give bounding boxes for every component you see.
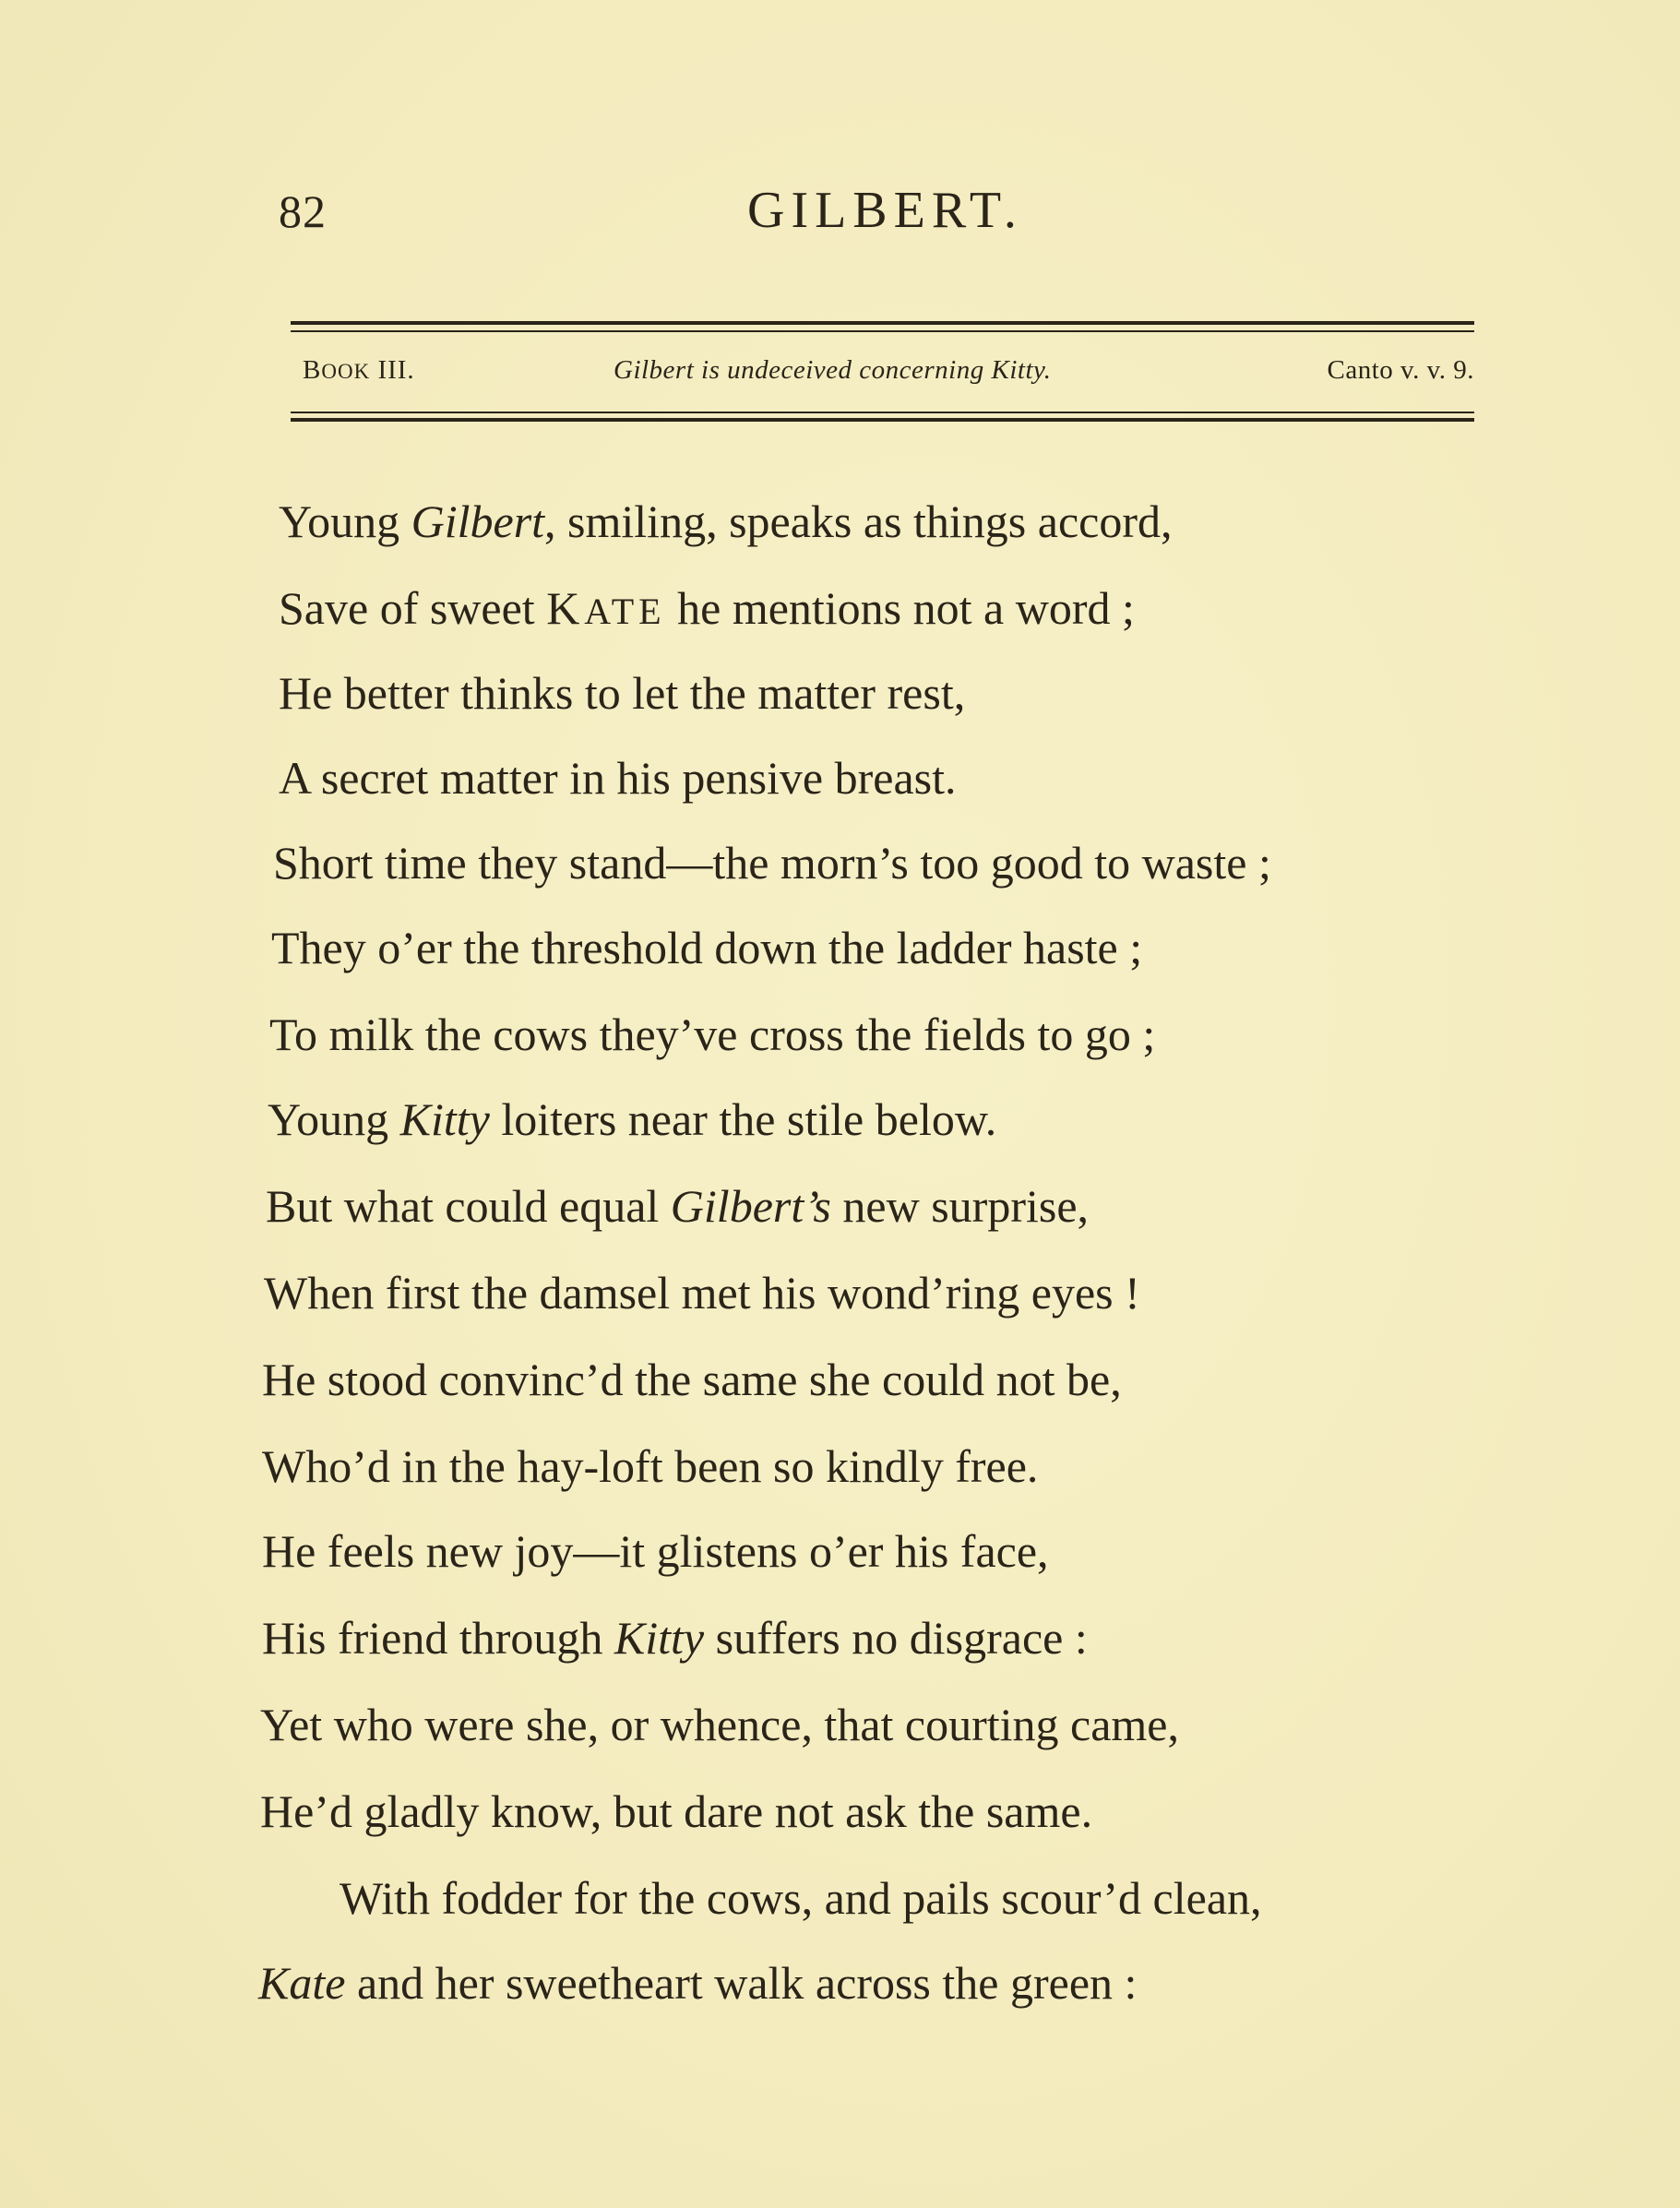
verse-line: He feels new joy—it glistens o’er his face,: [262, 1525, 1049, 1577]
verse-line: Save of sweet KATE he mentions not a word ;: [279, 582, 1135, 634]
verse-line: Kate and her sweetheart walk across the green :: [258, 1957, 1138, 2009]
canto-label: Canto v. v. 9.: [1327, 355, 1474, 385]
verse-line: With fodder for the cows, and pails scour’d clean,: [340, 1872, 1262, 1924]
running-title: GILBERT.: [747, 182, 1023, 239]
verse-line: But what could equal Gilbert’s new surprise,: [266, 1180, 1090, 1232]
headline: [303, 355, 1474, 392]
verse-line: Young Kitty loiters near the stile below.: [268, 1093, 997, 1145]
verse-line: A secret matter in his pensive breast.: [279, 752, 957, 804]
verse-line: To milk the cows they’ve cross the fields to go ;: [269, 1009, 1156, 1060]
bottom-rule-thick: [291, 418, 1474, 422]
headline-subject: Gilbert is undeceived concerning Kitty.: [614, 355, 1052, 385]
verse-line: Who’d in the hay-loft been so kindly free.: [262, 1440, 1039, 1492]
top-rule-thick: [291, 321, 1474, 325]
verse-line: His friend through Kitty suffers no disgrace :: [262, 1612, 1088, 1664]
verse-line: He’d gladly know, but dare not ask the same.: [260, 1785, 1093, 1837]
verse-line: Yet who were she, or whence, that courting came,: [260, 1699, 1179, 1750]
book-label: BOOK III.: [303, 355, 415, 385]
page-number: 82: [279, 185, 327, 237]
verse-line: Short time they stand—the morn’s too good to waste ;: [273, 837, 1271, 889]
verse-line: When first the damsel met his wond’ring eyes !: [264, 1267, 1140, 1319]
verse-line: He better thinks to let the matter rest,: [279, 667, 966, 719]
bottom-rule-thin: [291, 412, 1474, 413]
verse-line: He stood convinc’d the same she could not be,: [262, 1354, 1122, 1405]
top-rule-thin: [291, 330, 1474, 332]
verse-line: Young Gilbert, smiling, speaks as things accord,: [279, 495, 1173, 547]
verse-line: They o’er the threshold down the ladder haste ;: [271, 922, 1143, 973]
